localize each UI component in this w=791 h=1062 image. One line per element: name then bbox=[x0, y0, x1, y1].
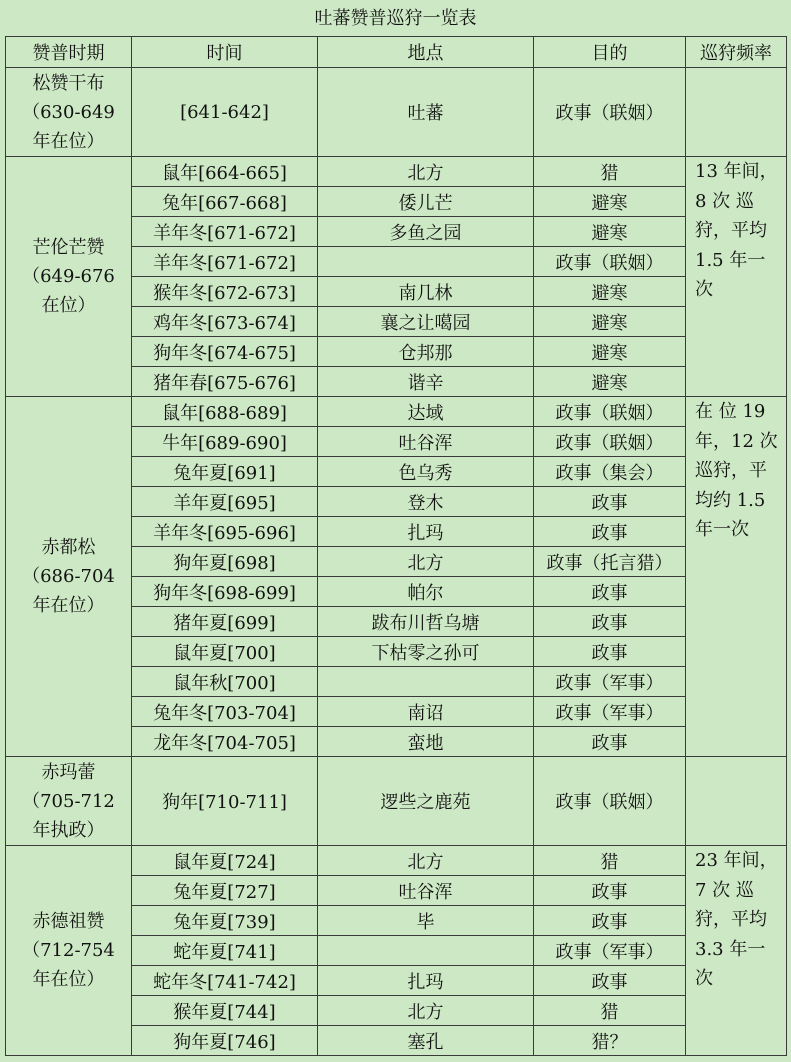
place-cell: 达域 bbox=[318, 397, 534, 427]
purpose-cell: 避寒 bbox=[534, 187, 686, 217]
time-cell: 兔年冬[703-704] bbox=[132, 697, 318, 727]
time-cell: 鼠年夏[724] bbox=[132, 846, 318, 876]
time-cell: 蛇年夏[741] bbox=[132, 936, 318, 966]
frequency-line: 狩，平均 bbox=[695, 220, 767, 241]
place-cell: 谐辛 bbox=[318, 367, 534, 397]
time-cell: 猴年夏[744] bbox=[132, 996, 318, 1026]
frequency-line: 年，12 次 bbox=[695, 430, 778, 452]
period-line: 赤德祖赞 bbox=[32, 911, 105, 932]
header-purpose: 目的 bbox=[534, 37, 686, 68]
purpose-cell: 政事 bbox=[534, 607, 686, 637]
place-cell: 吐蕃 bbox=[318, 68, 534, 157]
place-cell: 帕尔 bbox=[318, 577, 534, 607]
frequency-cell bbox=[686, 68, 787, 157]
time-cell: 羊年冬[695-696] bbox=[132, 517, 318, 547]
frequency-cell bbox=[686, 757, 787, 846]
table-row bbox=[6, 157, 787, 187]
table-row bbox=[6, 397, 787, 427]
time-cell: 羊年冬[671-672] bbox=[132, 217, 318, 247]
time-cell: 狗年冬[698-699] bbox=[132, 577, 318, 607]
header-row bbox=[6, 37, 787, 68]
purpose-cell: 政事 bbox=[534, 906, 686, 936]
place-cell: 南诏 bbox=[318, 697, 534, 727]
time-cell: 狗年[710-711] bbox=[132, 757, 318, 846]
table-row bbox=[6, 757, 787, 846]
time-cell: 猪年春[675-676] bbox=[132, 367, 318, 397]
purpose-cell: 政事（军事） bbox=[534, 667, 686, 697]
place-cell: 仓邦那 bbox=[318, 337, 534, 367]
period-line: 赤都松 bbox=[41, 537, 96, 558]
frequency-line: 23 年间， bbox=[695, 850, 778, 871]
time-cell: 龙年冬[704-705] bbox=[132, 727, 318, 757]
period-cell bbox=[6, 68, 132, 157]
purpose-cell: 避寒 bbox=[534, 217, 686, 247]
purpose-cell: 政事（联姻） bbox=[534, 68, 686, 157]
time-cell: 狗年夏[746] bbox=[132, 1026, 318, 1056]
frequency-line: 均约 1.5 bbox=[695, 489, 766, 511]
table-row bbox=[6, 68, 787, 157]
place-cell: 毕 bbox=[318, 906, 534, 936]
purpose-cell: 政事（军事） bbox=[534, 697, 686, 727]
place-cell bbox=[318, 936, 534, 966]
purpose-cell: 猎 bbox=[534, 996, 686, 1026]
place-cell: 扎玛 bbox=[318, 517, 534, 547]
place-cell: 北方 bbox=[318, 547, 534, 577]
period-line: （649-676 bbox=[22, 266, 115, 287]
time-cell: 猴年冬[672-673] bbox=[132, 277, 318, 307]
period-line: 年执政） bbox=[32, 819, 105, 841]
frequency-line: 8 次 巡 bbox=[695, 190, 754, 212]
period-cell bbox=[6, 397, 132, 757]
frequency-line: 次 bbox=[695, 968, 713, 989]
purpose-cell: 避寒 bbox=[534, 277, 686, 307]
time-cell: 兔年夏[739] bbox=[132, 906, 318, 936]
purpose-cell: 猎？ bbox=[534, 1026, 686, 1056]
period-line: 年在位） bbox=[32, 595, 105, 616]
frequency-line: 次 bbox=[695, 279, 713, 300]
purpose-cell: 猎 bbox=[534, 846, 686, 876]
place-cell: 蛮地 bbox=[318, 727, 534, 757]
purpose-cell: 政事 bbox=[534, 577, 686, 607]
frequency-line: 狩，平均 bbox=[695, 909, 767, 930]
table-row bbox=[6, 846, 787, 876]
place-cell: 塞孔 bbox=[318, 1026, 534, 1056]
purpose-cell: 政事（联姻） bbox=[534, 247, 686, 277]
frequency-line: 3.3 年一 bbox=[695, 938, 766, 960]
time-cell: 狗年夏[698] bbox=[132, 547, 318, 577]
period-line: 赤玛蕾 bbox=[41, 761, 96, 783]
purpose-cell: 避寒 bbox=[534, 337, 686, 367]
time-cell: 牛年[689-690] bbox=[132, 427, 318, 457]
frequency-line: 1.5 年一 bbox=[695, 249, 766, 271]
frequency-line: 在 位 19 bbox=[695, 401, 766, 422]
place-cell: 襄之让噶园 bbox=[318, 307, 534, 337]
frequency-line: 13 年间， bbox=[695, 161, 778, 182]
tsenpo-tour-table bbox=[5, 36, 787, 1056]
place-cell: 北方 bbox=[318, 996, 534, 1026]
time-cell: 狗年冬[674-675] bbox=[132, 337, 318, 367]
place-cell: 登木 bbox=[318, 487, 534, 517]
frequency-line: 7 次 巡 bbox=[695, 879, 754, 901]
period-line: （712-754 bbox=[22, 940, 115, 961]
period-line: （630-649 bbox=[22, 101, 115, 123]
purpose-cell: 政事 bbox=[534, 966, 686, 996]
purpose-cell: 政事（军事） bbox=[534, 936, 686, 966]
period-line: 年在位） bbox=[32, 969, 105, 990]
place-cell: 北方 bbox=[318, 157, 534, 187]
time-cell: 兔年[667-668] bbox=[132, 187, 318, 217]
period-line: 在位） bbox=[41, 295, 96, 316]
table-title: 吐蕃赞普巡狩一览表 bbox=[314, 8, 477, 29]
header-place: 地点 bbox=[318, 37, 534, 68]
place-cell: 倭儿芒 bbox=[318, 187, 534, 217]
frequency-line: 巡狩，平 bbox=[695, 460, 767, 481]
place-cell: 北方 bbox=[318, 846, 534, 876]
time-cell: 鸡年冬[673-674] bbox=[132, 307, 318, 337]
table-body bbox=[6, 68, 787, 1056]
period-cell bbox=[6, 157, 132, 397]
time-cell: 鼠年秋[700] bbox=[132, 667, 318, 697]
purpose-cell: 政事 bbox=[534, 876, 686, 906]
purpose-cell: 政事（联姻） bbox=[534, 397, 686, 427]
period-cell bbox=[6, 757, 132, 846]
purpose-cell: 避寒 bbox=[534, 307, 686, 337]
place-cell: 色乌秀 bbox=[318, 457, 534, 487]
time-cell: 鼠年[688-689] bbox=[132, 397, 318, 427]
place-cell: 跋布川哲乌塘 bbox=[318, 607, 534, 637]
purpose-cell: 政事（托言猎） bbox=[534, 547, 686, 577]
purpose-cell: 政事（集会） bbox=[534, 457, 686, 487]
frequency-cell bbox=[686, 157, 787, 397]
frequency-line: 年一次 bbox=[695, 519, 749, 540]
header-period: 赞普时期 bbox=[6, 37, 132, 68]
time-cell: 鼠年夏[700] bbox=[132, 637, 318, 667]
time-cell: 鼠年[664-665] bbox=[132, 157, 318, 187]
place-cell: 下枯零之孙可 bbox=[318, 637, 534, 667]
time-cell: 羊年夏[695] bbox=[132, 487, 318, 517]
time-cell: 羊年冬[671-672] bbox=[132, 247, 318, 277]
time-cell: 蛇年冬[741-742] bbox=[132, 966, 318, 996]
period-line: （705-712 bbox=[22, 790, 115, 812]
time-cell: 兔年夏[727] bbox=[132, 876, 318, 906]
frequency-cell bbox=[686, 846, 787, 1056]
purpose-cell: 政事 bbox=[534, 637, 686, 667]
purpose-cell: 政事 bbox=[534, 517, 686, 547]
purpose-cell: 猎 bbox=[534, 157, 686, 187]
purpose-cell: 政事 bbox=[534, 487, 686, 517]
period-line: （686-704 bbox=[22, 566, 115, 587]
place-cell: 吐谷浑 bbox=[318, 427, 534, 457]
time-cell: 兔年夏[691] bbox=[132, 457, 318, 487]
place-cell: 扎玛 bbox=[318, 966, 534, 996]
purpose-cell: 政事（联姻） bbox=[534, 757, 686, 846]
header-time: 时间 bbox=[132, 37, 318, 68]
period-line: 芒伦芒赞 bbox=[32, 237, 105, 258]
period-cell bbox=[6, 846, 132, 1056]
place-cell: 逻些之鹿苑 bbox=[318, 757, 534, 846]
period-line: 年在位） bbox=[32, 130, 105, 152]
period-line: 松赞干布 bbox=[32, 72, 105, 94]
header-frequency: 巡狩频率 bbox=[686, 37, 787, 68]
purpose-cell: 政事（联姻） bbox=[534, 427, 686, 457]
place-cell bbox=[318, 667, 534, 697]
purpose-cell: 政事 bbox=[534, 727, 686, 757]
time-cell: 猪年夏[699] bbox=[132, 607, 318, 637]
time-cell: [641-642] bbox=[132, 68, 318, 157]
place-cell bbox=[318, 247, 534, 277]
frequency-cell bbox=[686, 397, 787, 757]
place-cell: 吐谷浑 bbox=[318, 876, 534, 906]
place-cell: 南几林 bbox=[318, 277, 534, 307]
place-cell: 多鱼之园 bbox=[318, 217, 534, 247]
purpose-cell: 避寒 bbox=[534, 367, 686, 397]
